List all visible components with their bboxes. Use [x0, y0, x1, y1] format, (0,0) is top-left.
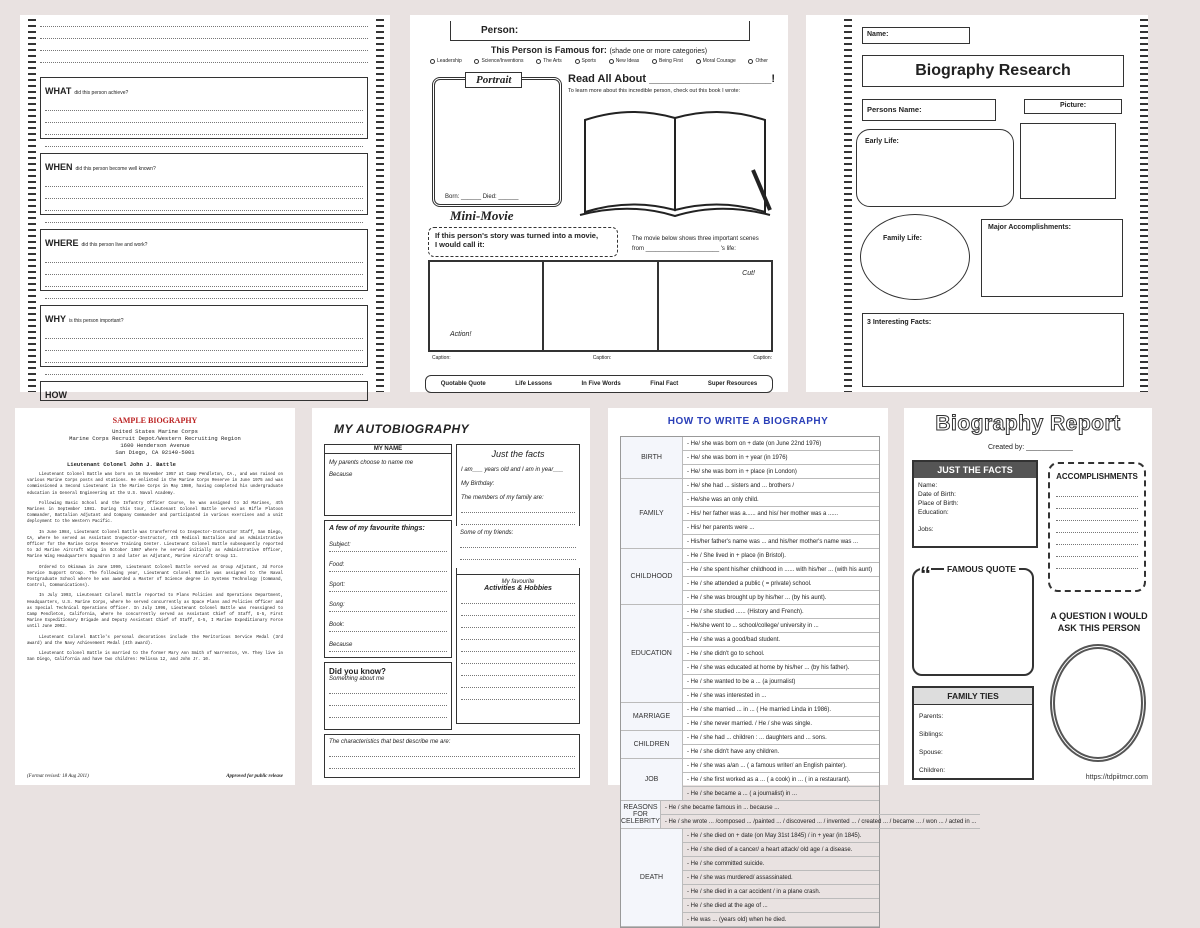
quote-mark-icon: “	[920, 562, 931, 587]
category-label: Moral Courage	[702, 58, 736, 64]
row-category: BIRTH	[621, 437, 683, 479]
category-option	[536, 58, 562, 64]
family-field: Children:	[919, 767, 946, 774]
category-label: Sports	[581, 58, 596, 64]
scene-frame-3: Cut!	[742, 270, 755, 277]
autobiography-title: MY AUTOBIOGRAPHY	[334, 422, 470, 436]
bio-paragraph: Lieutenant Colonel Battle's personal decorations include the Meritorious Service Medal (3rd award) and the Navy Achievement Medal (4th award).	[27, 635, 283, 646]
spiral-right	[376, 15, 384, 392]
row-category: REASONS FOR CELEBRITY	[621, 801, 661, 829]
category-label: Science/Inventions	[481, 58, 524, 64]
footer-row: (Format revised: 18 Aug 2011) Approved for public release	[27, 774, 283, 779]
row-category: FAMILY	[621, 479, 683, 549]
spiral-left	[28, 15, 36, 392]
category-row	[430, 58, 768, 64]
section-question: is this person important?	[69, 318, 124, 324]
just-facts-box: Just the facts I am___ years old and I am in year___ My Birthday: The members of my family are:	[456, 444, 580, 576]
phrase-line: - He / she wanted to be a ... (a journalist)	[683, 675, 879, 689]
phrase-line: - He / she married ... in ... ( He married Linda in 1986).	[683, 703, 879, 717]
body-paragraphs	[27, 472, 283, 663]
panel-five-w-worksheet	[20, 15, 390, 400]
write-line	[45, 137, 363, 147]
favourite-item: Song:	[329, 602, 447, 612]
table-row	[621, 829, 879, 927]
question-section	[40, 305, 368, 367]
radio-icon	[430, 59, 435, 64]
phrase-line: - He / she was educated at home by his/her ... (by his father).	[683, 661, 879, 675]
org-block	[27, 428, 283, 456]
read-all-about-title: Read All About ____________________!	[568, 73, 776, 85]
phrase-line: - He / she first worked as a ... ( a cook) in ... ( in a restaurant).	[683, 773, 879, 787]
fact-field: Education:	[918, 509, 949, 516]
family-field: Parents:	[919, 713, 944, 720]
table-row	[621, 731, 879, 759]
born-died: Born: ______ Died: ______	[445, 194, 519, 200]
table-row	[621, 437, 879, 479]
favourite-item: Sport:	[329, 582, 447, 592]
row-lines	[683, 703, 879, 731]
category-option	[430, 58, 462, 64]
question-section	[40, 381, 368, 401]
table-row	[621, 479, 879, 549]
question-section	[40, 77, 368, 139]
write-line	[45, 265, 363, 275]
name-line: Lieutenant Colonel John J. Battle	[67, 461, 176, 468]
report-title: Biography Report	[935, 412, 1121, 435]
row-lines	[683, 605, 879, 703]
footer-tab: Life Lessons	[515, 381, 552, 387]
question-title: A QUESTION I WOULD ASK THIS PERSON	[1050, 611, 1148, 633]
research-title: Biography Research	[862, 55, 1124, 87]
phrase-line: - He / she died on + date (on May 31st 1845) / in + year (in 1845).	[683, 829, 879, 843]
family-field: Spouse:	[919, 749, 943, 756]
category-label: Being First	[659, 58, 683, 64]
category-option	[575, 58, 596, 64]
famous-for-title: This Person is Famous for: (shade one or more categories)	[490, 45, 708, 55]
question-section	[40, 153, 368, 215]
phrase-line: - He / she died of a cancer/ a heart attack/ old age / a disease.	[683, 843, 879, 857]
table-row	[621, 759, 879, 801]
write-line	[45, 213, 363, 223]
radio-icon	[536, 59, 541, 64]
phrase-line: - He / she became famous in ... because ...	[661, 801, 980, 815]
write-line	[45, 341, 363, 351]
phrase-line: - He / she didn't have any children.	[683, 745, 879, 759]
persons-name-field: Persons Name:	[862, 99, 996, 121]
phrase-line: - He / she had ... children : ... daughters and ... sons.	[683, 731, 879, 745]
write-line	[45, 353, 363, 363]
radio-icon	[696, 59, 701, 64]
interesting-facts-box: 3 Interesting Facts:	[862, 313, 1124, 387]
row-lines	[683, 759, 879, 801]
category-option	[609, 58, 640, 64]
table-row	[621, 703, 879, 731]
phrase-line: - He / she died in a car accident / in a plane crash.	[683, 885, 879, 899]
row-lines	[683, 731, 879, 759]
phrase-line: - His/ her parents were ...	[683, 521, 879, 535]
footer-tab: Super Resources	[707, 381, 758, 387]
row-lines	[683, 829, 879, 927]
org-line: San Diego, CA 92140-5001	[115, 449, 195, 456]
bio-paragraph: Following Basic School and the Infantry Officer Course, he was assigned to 3d Marines, 4th Marines in September 1981. During this tour, Lieutenant Colonel Battle served as Rifle Platoon Commander, Battalion Adjutant and Company Commander and participated in various exercises and a unit deployment to the Western Pacific.	[27, 501, 283, 525]
table-row	[621, 549, 879, 605]
footer-tab: In Five Words	[581, 381, 621, 387]
row-category: EDUCATION	[621, 605, 683, 703]
family-list	[914, 705, 1032, 783]
bio-paragraph: Ordered to Okinawa in June 1990, Lieutenant Colonel Battle served as Group Adjutant, 3d Force Service Support Group. The following year, Lieutenant Colonel Battle was assigned to the Naval Postgraduate School where he was awarded a Master of Science degree in Systems Technology (Command, Control, Communications).	[27, 565, 283, 589]
phrase-line: - He / she was brought up by his/her ... (by his aunt).	[683, 591, 879, 605]
how-to-title: HOW TO WRITE A BIOGRAPHY	[667, 416, 829, 427]
favourite-item: Subject:	[329, 542, 447, 552]
phrase-line: - He / she didn't go to school.	[683, 647, 879, 661]
category-label: Other	[755, 58, 768, 64]
panel-biography-report	[904, 408, 1152, 785]
phrase-line: - He / she committed suicide.	[683, 857, 879, 871]
phrase-line: - He / she studied ...... (History and French).	[683, 605, 879, 619]
section-question: did this person become well known?	[75, 166, 156, 172]
phrase-line: - His/ her father was a...... and his/ her mother was a ......	[683, 507, 879, 521]
source-url: https://tdpiitmcr.com	[1085, 774, 1148, 781]
just-the-facts-box: JUST THE FACTS Name: Date of Birth: Place of Birth: Education: Jobs:	[912, 460, 1038, 548]
panel-biography-research	[806, 15, 1146, 392]
phrase-line: - He/ she was born in + place (in London)	[683, 465, 879, 479]
bio-paragraph: In July 1993, Lieutenant Colonel Battle reported to Plans Policies and Operations Department, Headquarters, U.S. Marine Corps, where he served concurrently as Space Plans and Policies Officer and as Special Technical Operations Officer. In July 1996, Lieutenant Colonel Battle was reassigned to Camp Pendleton, California, where he concurrently served as Assistant Chief of Staff, G-5, First Marine Expeditionary Brigade and Deputy Assistant Chief of Staff, G-5, I Marine Expeditionary Force until June 2002.	[27, 594, 283, 630]
favourite-item: Book:	[329, 622, 447, 632]
radio-icon	[474, 59, 479, 64]
category-option	[696, 58, 736, 64]
scene-frame-1: Action!	[430, 262, 544, 350]
sample-title: SAMPLE BIOGRAPHY	[112, 416, 198, 425]
write-line	[45, 177, 363, 187]
name-field: Name:	[862, 27, 970, 44]
spiral-right	[1140, 15, 1148, 392]
family-field: Siblings:	[919, 731, 944, 738]
row-lines	[683, 479, 879, 549]
radio-icon	[575, 59, 580, 64]
scenes-text: The movie below shows three important scenes from ______________________ 's life:	[632, 236, 759, 252]
section-heading: WHERE	[45, 238, 79, 248]
picture-box	[1020, 123, 1116, 199]
did-you-know-box: Did you know? Something about me	[324, 662, 452, 730]
write-line	[45, 277, 363, 287]
section-question: did this person achieve?	[74, 90, 129, 96]
accomplishments-box: ACCOMPLISHMENTS	[1048, 462, 1146, 592]
write-line	[45, 289, 363, 299]
section-question: did this person live and work?	[81, 242, 148, 248]
spiral-left	[844, 15, 852, 392]
category-option	[748, 58, 768, 64]
fact-field: Jobs:	[918, 526, 934, 533]
characteristics-box: The characteristics that best describe me are:	[324, 734, 580, 778]
favourite-list	[329, 542, 447, 652]
phrase-line: - He / she was murdered/ assassinated.	[683, 871, 879, 885]
phrase-line: - He/ she was born on + date (on June 22nd 1976)	[683, 437, 879, 451]
row-category: DEATH	[621, 829, 683, 927]
row-lines	[661, 801, 980, 829]
section-heading: WHY	[45, 314, 66, 324]
caption-row: Caption: Caption: Caption:	[432, 355, 772, 361]
section-heading: WHEN	[45, 162, 73, 172]
phrase-line: - His/her father's name was ... and his/her mother's name was ...	[683, 535, 879, 549]
org-line: United States Marine Corps	[112, 428, 198, 435]
panel-famous-person-poster	[410, 15, 788, 392]
open-book-illustration	[575, 100, 775, 225]
fact-field: Name:	[918, 482, 938, 489]
family-life-circle: Family Life:	[860, 214, 970, 300]
write-line	[45, 365, 363, 375]
footer-tab: Quotable Quote	[440, 381, 486, 387]
org-line: Marine Corps Recruit Depot/Western Recruiting Region	[69, 435, 241, 442]
radio-icon	[652, 59, 657, 64]
early-life-box: Early Life:	[856, 129, 1014, 207]
phrase-line: - He / she was a/an ... ( a famous writer/ an English painter).	[683, 759, 879, 773]
category-option	[652, 58, 683, 64]
scene-frame-2	[544, 262, 658, 350]
write-line	[45, 253, 363, 263]
read-sub: To learn more about this incredible person, check out this book I wrote:	[568, 88, 741, 94]
activities-box: My favourite Activities & Hobbies	[456, 574, 580, 724]
film-strip	[428, 260, 773, 352]
top-lines	[40, 15, 368, 65]
major-accomplishments-box: Major Accomplishments:	[981, 219, 1123, 297]
phrase-line: - He / she wrote ... /composed ... /painted ... / discovered ... / invented ... / created ... / became ... / won ... / acted in ...	[661, 815, 980, 829]
rope-circle	[1050, 644, 1146, 762]
phrase-line: - He / she was a good/bad student.	[683, 633, 879, 647]
row-lines	[683, 549, 879, 605]
row-category: JOB	[621, 759, 683, 801]
row-lines	[683, 437, 879, 479]
phrase-line: - He / she attended a public ( = private) school.	[683, 577, 879, 591]
footer-tabs	[425, 375, 773, 393]
phrase-line: - He / she spent his/her childhood in ...... with his/her ... (with his aunt)	[683, 563, 879, 577]
person-field	[450, 21, 750, 41]
bio-paragraph: Lieutenant Colonel Battle was born on 16 November 1957 at Camp Pendleton, CA., and was raised on various Marine Corps posts and stations. He enlisted in the Marine Corps Reserve in June 1975 and was commissioned a Second Lieutenant in the Marine Corps in May 1980, having completed his undergraduate education in General Engineering at the U.S. Naval Academy.	[27, 473, 283, 496]
category-option	[474, 58, 523, 64]
fact-field: Place of Birth:	[918, 500, 959, 507]
mini-movie-title: Mini-Movie	[450, 208, 514, 223]
category-label: New Ideas	[615, 58, 640, 64]
write-line	[45, 125, 363, 135]
category-label: The Arts	[543, 58, 562, 64]
org-line: 1600 Henderson Avenue	[120, 442, 190, 449]
phrase-line: - He/she went to ... school/college/ university in ...	[683, 619, 879, 633]
write-line	[45, 329, 363, 339]
question-section	[40, 229, 368, 291]
phrase-line: - He/she was an only child.	[683, 493, 879, 507]
write-line	[45, 101, 363, 111]
table-row	[621, 605, 879, 703]
bio-paragraph: In June 1984, Lieutenant Colonel Battle was transferred to Inspector-Instructor Staff, San Diego, CA, where he served as Assistant Inspector-Instructor, 4th Medical Battalion and as Administrative Officer for the Marine Corps Reserve Training Center. Lieutenant Colonel Battle subsequently reported to 3d Marine Aircraft Wing in October 1987 where he served initially as Administrative Officer, Marine Wing Headquarters Squadron 3 and later as Adjutant, Marine Aircraft Group 11.	[27, 530, 283, 560]
radio-icon	[609, 59, 614, 64]
favourite-item: Because	[329, 642, 447, 652]
phrase-line: - He/ she was born in + year (in 1976)	[683, 451, 879, 465]
section-heading: HOW	[45, 390, 67, 400]
panel-my-autobiography	[312, 408, 590, 785]
favourite-item: Food:	[329, 562, 447, 572]
bio-paragraph: Lieutenant Colonel Battle is married to the former Mary Ann Smith of Warrenton, VA. They live in San Diego, California and have two children: Melissa 12, and John Jr. 10.	[27, 652, 283, 663]
person-label: Person:	[481, 25, 519, 36]
phrase-line: - He / she was interested in ...	[683, 689, 879, 703]
phrase-line: - He / she never married. / He / she was single.	[683, 717, 879, 731]
favourite-things-box: A few of my favourite things: Subject: Food: Sport: Song: Book: Because	[324, 520, 452, 658]
facts-list	[914, 478, 1036, 537]
my-name-box: MY NAME My parents choose to name me Because	[324, 444, 452, 516]
picture-field: Picture:	[1024, 99, 1122, 114]
radio-icon	[748, 59, 753, 64]
category-label: Leadership	[437, 58, 462, 64]
phrase-line: - He / she died at the age of ...	[683, 899, 879, 913]
phrase-line: - He/ she had ... sisters and ... brothers /	[683, 479, 879, 493]
row-category: CHILDREN	[621, 731, 683, 759]
fact-field: Date of Birth:	[918, 491, 956, 498]
phrase-line: - He / she became a ... ( a journalist) in ...	[683, 787, 879, 801]
movie-question-box: If this person's story was turned into a movie, I would call it:	[428, 227, 618, 257]
phrase-line: - He was ... (years old) when he died.	[683, 913, 879, 927]
panel-sample-biography	[15, 408, 295, 785]
famous-quote-box: “ FAMOUS QUOTE	[912, 568, 1034, 676]
section-heading: WHAT	[45, 86, 72, 96]
portrait-title: Portrait	[465, 72, 522, 88]
family-ties-box: FAMILY TIES Parents: Siblings: Spouse: Children:	[912, 686, 1034, 780]
footer-tab: Final Fact	[650, 381, 679, 387]
write-line	[45, 201, 363, 211]
portrait-frame	[432, 74, 562, 207]
row-category: MARRIAGE	[621, 703, 683, 731]
row-category: CHILDHOOD	[621, 549, 683, 605]
friends-box: Some of my friends:	[456, 526, 580, 568]
table-row	[621, 801, 977, 829]
phrase-line: - He / She lived in + place (in Bristol).	[683, 549, 879, 563]
write-line	[45, 189, 363, 199]
write-line	[45, 113, 363, 123]
created-by: Created by: ____________	[988, 444, 1073, 451]
